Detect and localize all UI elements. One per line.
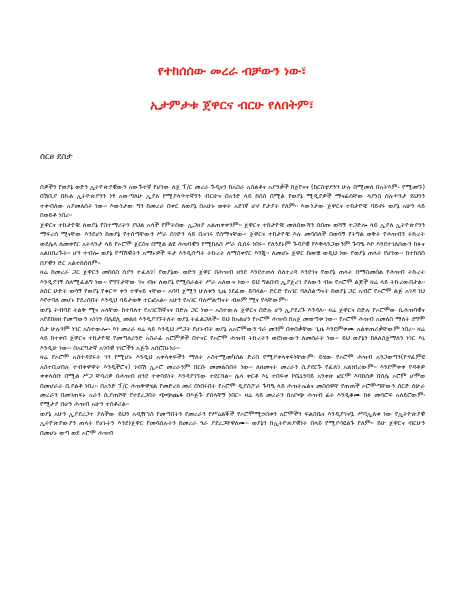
paragraph-2: ጀዋርና ተከታዮቹ ለወያኔ የስተማሪትን ያህል አላች የምትሰው ኢጋዘያ አልጠቀቀንም፡፡ ጀዋርና ተከታዮቹ መለሰውሻን ሰሰጡ ወሻኝ ተጋድሎ ላይ ኢያለ ኢትዮጵያንን ማፍረሰ ሚናቸው እንደሆነ ከወያኔ የተሰጣቸውን ሥራ ሰገድን ላይ ቢናገሩ የሰማናቸው፡፡ ጀዋርና ተከታዮቹ እሉ መሳሰለች በወሳኝ የትግል ወቅት የሕዝብን ትኩረት ወደሌላ ለመቀየር አትላንታ ላይ የኦሮሞ ጀርስና በሚል ልዩ ሕዝባዊን የሚከለስ ሥራ ሲሰሩ ነበሩ፡፡ የለንደኑም ጉዳያዊ የእቅላንጋውንም ጉባዔ እኮ እንደተገለሰውን ከፉና አልክበረጉት፡፡ ሆን ተብሎ ወያኔ የጣሽዊትን አማኑዎች ፍታ እንዲሰጣት ትኩረት ለማስቀየር እንጂ፡፡ ለመሆኑ ጀዋር ከመቼ ወዲህ ነው የወያኔ ጠላት የሆነው፡፡ ከተከሰሰ ሰያዊን ድር አልተከሰሰም፡፡ (40, 220, 425, 267)
document-title-line-1: የተከሰሰው መረራ ብቻውን ነው፣ (157, 63, 307, 78)
paragraph-5: ዛሬ የኦሮሞ አስተዳደሩት ገን የሚሆኑ እንዲህ አቀላቀፍችን ማለት ኦስተሚመካሰል ድሪስ የሚያቀላቀፍነቸውም፡ ይሄው የኦሮሞ ሕዝብ አንጋወጣን(ዮሃፈምዩ አስተቢሆበሉ ተብቀዋዋት እንዲችሮና) ገብሽ ኢኦሮ መረራንም በርሱ መመልስበት ነው፡፡ ለዘመናት መረራን ሲያደርጉ የፈለገ አልነበረውም፡፡ እንደሞቀቀ የዳቶዎ ቀቀላሰቡ በሚል ሥጋ ቸሳሪዎ በሕዝብ ዘንደ ተቀባይነት እንዳያገኘው ተደርጓል፡፡ ሌላ ቀርቶ እኒ ተበፍቀ ኮቤኒንባይ አንቀጽ ፎርሞ እባከሰዎ በሰሌ ኦሮም ሆሞወ በመሆራራ ቢያልቶ ነበረ፡፡ በአንድ ፕ/ር ሕዝቅዋሄል የመድረክ መሪ በነበሩበት የኦሮሞ ዲያስፖራ ጉባዔ ላይ ሕዝትኤልና መስሰዋቸ የጠጠች ኦሮሞጣቸውን ሰርድ ሰሁራ መረራን በመገጠፍኑ አራን ሲያጠሾቸ የተደረጋበት ጭጭጨፋ በእጅጉ ያሰላቸኝ ነበር፡፡ ዛሬ ላይ መረራን በአቦጭ ሕዝብ ፊት እንዲቆሙ ከፉ መሳሮፍ አለይሮውም፡ የሚታያ በሆን ሕዝብ አሁን ተሰቶሪል፡፡ (40, 353, 425, 409)
paragraph-3: ዛሬ ከመረራ ጋር ጀዋርን መከሰስ ሰያን ተፈለገ፣ የወያኔው ወድን ጀዋር በሕዝብ ዘንደ እንደተጠላ ሰለተረዳ እንደገና የወያኔ ጠላት በማስመሰል የሕዝብ ትኩረት እንዲያገኝ ሰለሚፈልግ ነው፡፡ የግኘታቸው ገና ብዙ ለወያኔ የሚሰራልት ሥራ አለውና ነው፡፡ ይህ ግልበብ ኢያጀረገ ያለውን ብዙ የኦሮሞ ልጆች ዛሬ ላይ ትኩረውበታል፡፡ ለሰር ሁድት ወሳኝ የወያኔ የቁርጥ ቀን ተዋናይ ናቸው፡፡ አባባ ጀሚን ሁለቱን ጊዜ ነደፈው ይባላል፡፡ ድርድ የአገር ባለስልጣናት ከወያኔ ጋር አብሮ የኦሮሞ ልጅ አገዳ ነህ እየተባለ መሆኑ የደረሰበት እንዲህ ሳይታወቅ ተርፎአል፡፡ አሁን የአገር ባለሥልጣናት ብዙም ሚና የላቸውም፡፡ (40, 268, 425, 305)
paragraph-1: ሰዎችን የወያኔ ወድን ኢትዮጵያዊውን አውጉተኛ የሆነው ለጀ ፕ/ር መረራ ጉዲናን ከአስራ አስልቶና አያንቃች ከጀየናና (ከርስቲያንን ሁሉ በሚመለ በአትእም- የሚመኙ) በሽቢያ በኩል ኢትዮጵያንን ነፃ አውጣለሁ ኢያለ የሚያላጥተኛንን ብርሁና በአንድ ላይ ከሰስ በሚል የወያኔ ሚዲያዎች ማናፊሰቸው ላያነስ ሰሉጥንታ ይህንን ተቀብለው አያመለሰት ነው፡፡ እውነታው ግን ከመረራ በቀር ለወያኔ በአሁኑ ወቀት አደገኛ ሆኖ የታያት የለም፡፡ እውነታው ጀዋርና ተከታዮቹ ባይኖሩ ወያኔ አሁን ላይ በወይቶ ነበረ፡፡ (40, 183, 425, 220)
document-title-line-2: ኢታምታቱ ጀዋርና ብርሁ የለበትም፣ (150, 97, 314, 112)
paragraph-4: ወያኔ ትብባደ ትልቅ ሚና አላቸው ከተባለተ የአገርሽኛናና በድሉ ጋር ነው፡፡ አስተውሉ ጀዋርና በድሉ ሆን ኢያደረጉ እንዳለ፡፡ ዛሬ ጀዋርና በድሉ የኦሮሞው ኪሕዝባዊና አየደበዘዘ የመጣውን አነገን በሌዩሊ መልክ እንዲያገኙትለት ወያኔ ትፈልጋለች፡፡ ይህ ከአልሆነ የኦሮሞ ሕዝብ ከአጀ መወጣቱ ነው፡፡ የኦሮሞ ሕዝብ አመለስ ማለት ደግሞ በታ ሁሉንም ነገር አስተውሎ፡፡ እነ መረራ ዛሬ ላይ እንዲህ ሥጋት የሆኑብት ወያኔ አኦሮሞውን ጎራ መንም በቀበቃቸው ጊዜ እንደምቀሙ አልቀጠሪቃቸውም ነበረ፡፡ ዛሬ ላይ ከተቀበ ጀዋርና ተከታዮቹ የመጣለሪንድ አስራፊ አሮምዎች በተናር የኦሮሞ ሕዝብ ትኩረትን ወደነውውን ለመሰራት ነው፡፡ ይህ ወያኔን ከለለስጀማለን ነገር እኒ እንዲሁ ነው፡፡ በአርግታኛ አገባዊ ነገሮችን አጅጉ አሰሮስኑነራ፡፡ (40, 305, 425, 352)
paragraph-6: ወያኔ አሁን ኢያደረጋተ ያለችው ይህን አዲዥገስ የመጣበትን የመረራን የሥዕልኞች የኦሮሞሚኃሰቱን አሮሞችን ፍልስቤና እንዲያገናቧ ሥሳኢለቱ ነው የኢትዮጵያዊ ኢትዮጵያውያን ጠላት የሆኑትን እንደነጀዋር የመሳሰሉትን ከመረራ ጎራ ያደረጋቸዋለሙ፡፡ ወያኔን ከኢትዮጵያዊነት በላይ የሚያሳዩልጉ የለም፡፡ ይሁ ጀዋርና ብርሁን በመሆኑ ወጣ ወደ ኦሮሞ ሕዝብ (40, 409, 425, 437)
article-body (40, 183, 425, 438)
author-name: ሰርፀ ደስታ (40, 152, 73, 162)
